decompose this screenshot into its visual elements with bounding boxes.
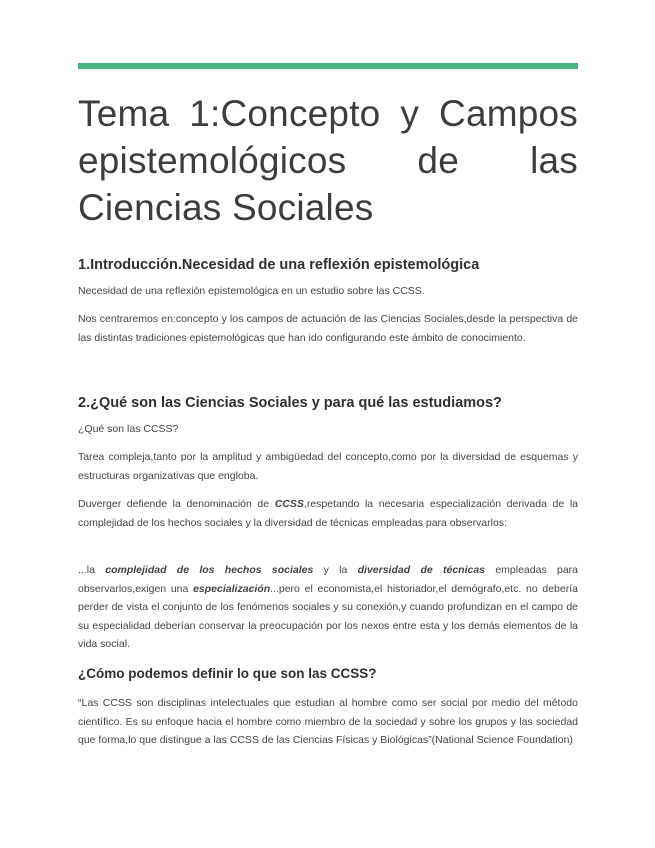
text-run: ...pero el economista,el historiador,el demógrafo,etc. no debería perder de vista el conjunto de los fenómenos sociales y su conexión,y cuando profundizan en el campo de su especialidad deberían conservar la preocupación por los nexos entre esta y los demás elementos de la vida social. — [78, 582, 578, 650]
section-2-paragraph-3 — [78, 495, 578, 532]
emphasis-especializacion: especialización — [193, 582, 271, 595]
text-run: ,respetando la necesaria especialización derivada de la complejidad de los hechos sociales y la diversidad de técnicas empleadas para observarlos: — [78, 498, 579, 529]
text-run: ...la — [78, 564, 106, 576]
document-title: Tema 1:Concepto y Campos epistemológicos de las Ciencias Sociales — [78, 93, 578, 228]
section-2-heading: 2.¿Qué son las Ciencias Sociales y para qué las estudiamos? — [78, 395, 502, 411]
section-2-paragraph-1: ¿Qué son las CCSS? — [78, 423, 179, 435]
section-2-subheading: ¿Cómo podemos definir lo que son las CCSS? — [78, 666, 377, 681]
section-2-definition-paragraph: “Las CCSS son disciplinas intelectuales que estudian al hombre como ser social por medio del método científico. Es su enfoque hacia el hombre como miembro de la sociedad y sobre los grupos y las sociedad que forma,lo que distingue a las CCSS de las Ciencias Físicas y Biológicas”(National Science Foundation) — [78, 697, 578, 746]
emphasis-diversidad: diversidad de técnicas — [357, 564, 486, 576]
text-run: Duverger defiende la denominación de — [78, 498, 275, 510]
text-run: empleadas para observarlos,exigen una — [78, 564, 579, 595]
emphasis-complejidad: complejidad de los hechos sociales — [105, 564, 314, 576]
section-2-quote-paragraph — [78, 561, 578, 654]
text-run: y la — [313, 564, 358, 576]
accent-bar — [78, 63, 578, 69]
section-2-paragraph-2: Tarea compleja,tanto por la amplitud y ambigüedad del concepto,como por la diversidad de esquemas y estructuras organizativas que engloba. — [78, 451, 578, 482]
section-1-heading: 1.Introducción.Necesidad de una reflexión epistemológica — [78, 257, 480, 273]
emphasis-ccss: CCSS — [274, 498, 304, 510]
section-1-paragraph-1: Necesidad de una reflexión epistemológica en un estudio sobre las CCSS. — [78, 285, 425, 297]
section-1-paragraph-2: Nos centraremos en:concepto y los campos de actuación de las Ciencias Sociales,desde la perspectiva de las distintas tradiciones epistemológicas que han ido configurando este ámbito de conocimiento. — [78, 313, 578, 344]
